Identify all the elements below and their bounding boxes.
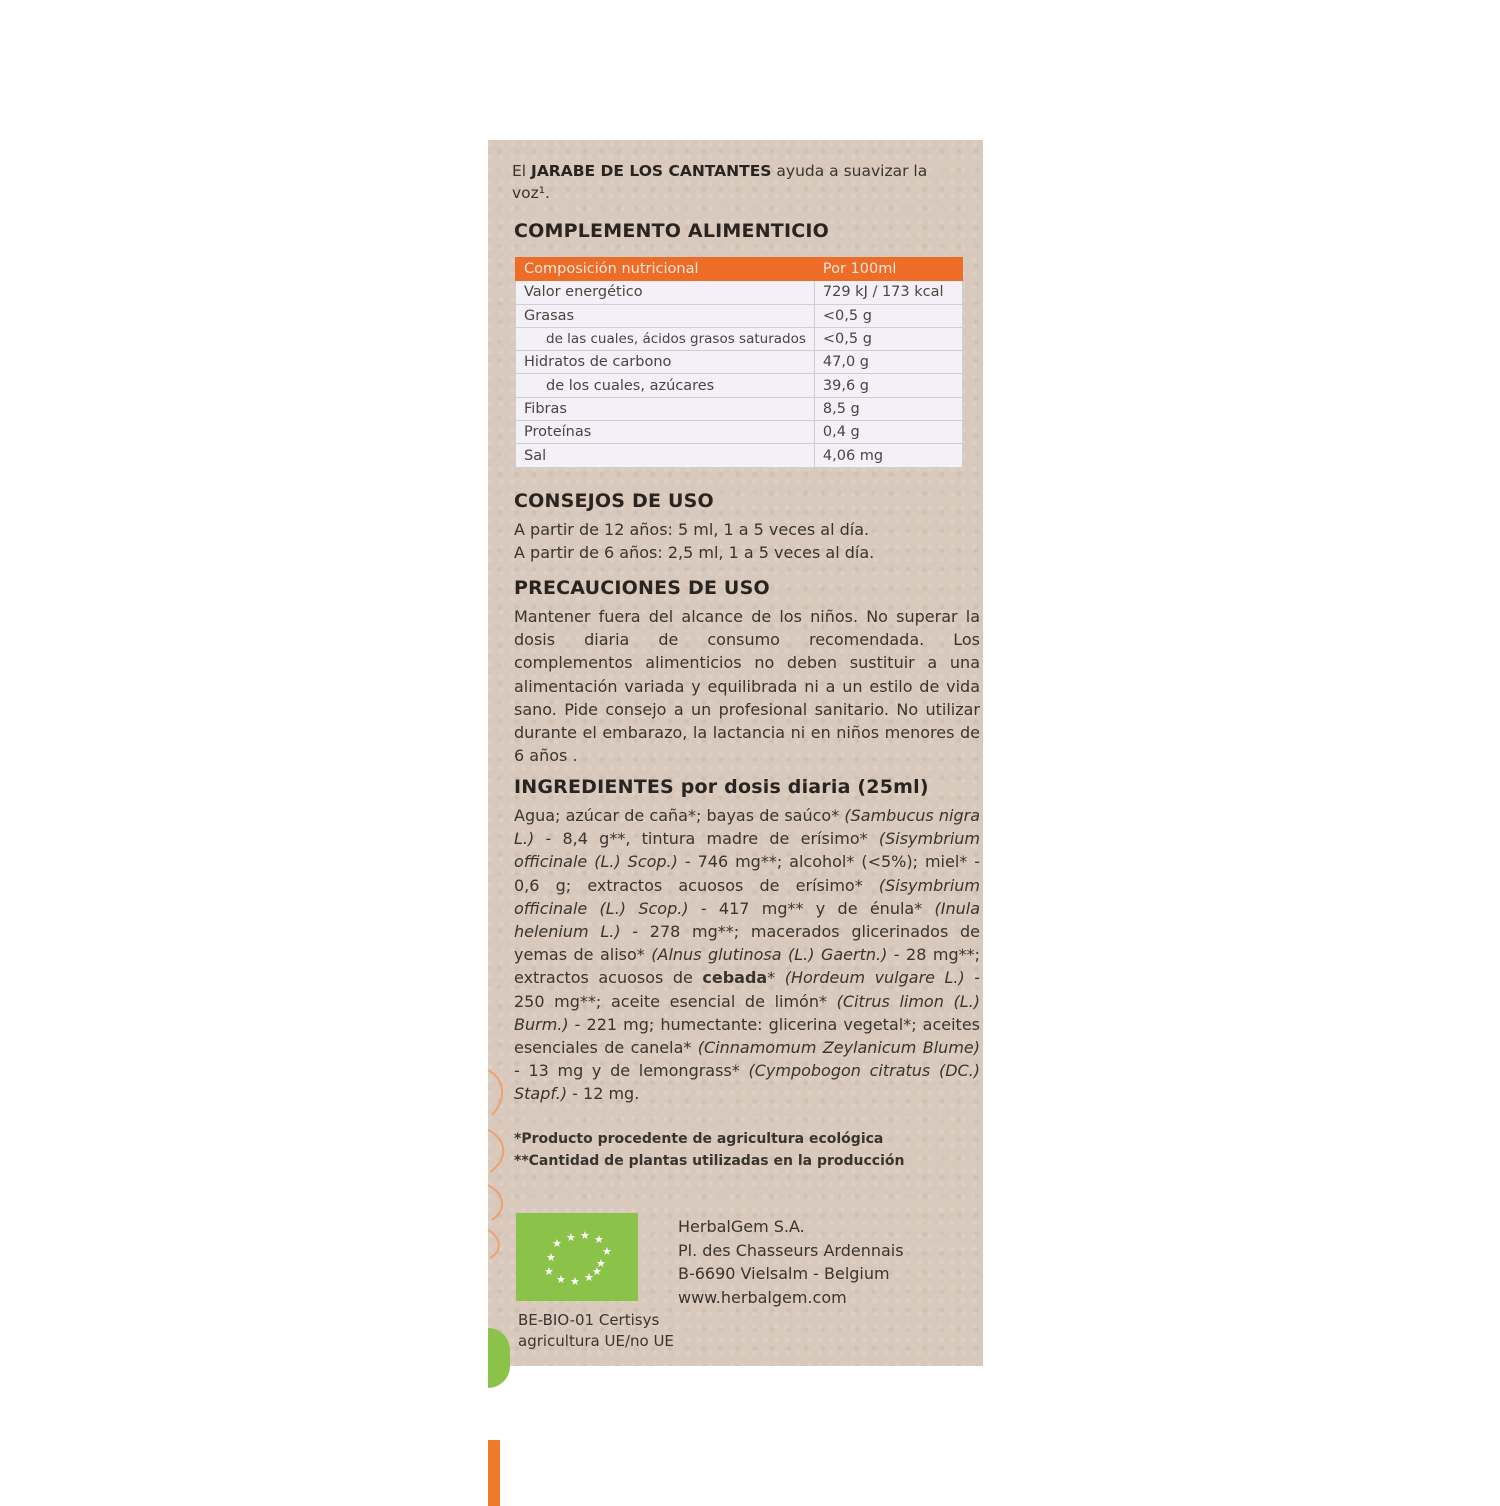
svg-text:★: ★	[592, 1265, 602, 1278]
svg-text:★: ★	[556, 1273, 566, 1286]
company-address-2: B-6690 Vielsalm - Belgium	[678, 1264, 890, 1283]
intro-text: El JARABE DE LOS CANTANTES ayuda a suavizar la voz¹.	[512, 162, 928, 202]
svg-text:★: ★	[594, 1233, 604, 1246]
certification-origin: agricultura UE/no UE	[518, 1332, 674, 1350]
precautions-text: Mantener fuera del alcance de los niños. No superar la dosis diaria de consumo recomendada. Los complementos alimenticios no deben sustituir a una alimentación variada y equilibrada ni a un estilo de vida sano. Pide consejo a un profesional sanitario. No utilizar durante el embarazo, la lactancia ni en niños menores de 6 años .	[514, 607, 980, 766]
nutrition-row: de las cuales, ácidos grasos saturados <0,5 g	[516, 327, 963, 350]
certification-info	[518, 1310, 674, 1352]
footnote-organic: *Producto procedente de agricultura ecológica	[514, 1131, 884, 1147]
decorative-plant-lines	[488, 1060, 514, 1260]
section-title: COMPLEMENTO ALIMENTICIO	[514, 220, 829, 242]
eu-organic-logo-icon	[516, 1213, 638, 1301]
nutrition-header-row	[516, 258, 963, 281]
svg-text:★: ★	[584, 1271, 594, 1284]
decorative-orange-bar	[488, 1440, 500, 1506]
company-website: www.herbalgem.com	[678, 1287, 847, 1307]
decorative-green-arc	[488, 1328, 510, 1388]
company-name: HerbalGem S.A.	[678, 1217, 805, 1236]
nutrition-row: Fibras 8,5 g	[516, 397, 963, 420]
company-info	[678, 1215, 904, 1309]
usage-text: A partir de 12 años: 5 ml, 1 a 5 veces al día. A partir de 6 años: 2,5 ml, 1 a 5 veces al día.	[514, 520, 875, 563]
nutrition-row: Hidratos de carbono 47,0 g	[516, 351, 963, 374]
nutrition-table	[515, 257, 963, 468]
product-label-panel	[488, 140, 983, 1366]
svg-text:★: ★	[544, 1265, 554, 1278]
nutrition-row: de los cuales, azúcares 39,6 g	[516, 374, 963, 397]
nutrition-header-value: Por 100ml	[814, 258, 962, 281]
product-name: JARABE DE LOS CANTANTES	[531, 162, 772, 180]
company-address-1: Pl. des Chasseurs Ardennais	[678, 1240, 904, 1260]
nutrition-row: Grasas <0,5 g	[516, 304, 963, 327]
nutrition-row: Sal 4,06 mg	[516, 444, 963, 467]
svg-text:★: ★	[570, 1275, 580, 1288]
ingredients-title: INGREDIENTES por dosis diaria (25ml)	[514, 776, 929, 798]
svg-text:★: ★	[546, 1251, 556, 1264]
nutrition-row: Valor energético 729 kJ / 173 kcal	[516, 281, 963, 304]
svg-text:★: ★	[580, 1229, 590, 1242]
svg-text:★: ★	[602, 1245, 612, 1258]
footnotes	[514, 1128, 974, 1172]
svg-text:★: ★	[596, 1257, 606, 1270]
footnote-plants: **Cantidad de plantas utilizadas en la producción	[514, 1153, 905, 1169]
svg-text:★: ★	[566, 1231, 576, 1244]
nutrition-header-name: Composición nutricional	[516, 258, 815, 281]
ingredients-text: Agua; azúcar de caña*; bayas de saúco* (Sambucus nigra L.) - 8,4 g**, tintura madre de erísimo* (Sisymbrium officinale (L.) Scop.) - 746 mg**; alcohol* (<5%); miel* - 0,6 g; extractos acuosos de erísimo* (Sisymbrium officinale (L.) Scop.) - 417 mg** y de énula* (Inula helenium L.) - 278 mg**; macerados glicerinados de yemas de aliso* (Alnus glutinosa (L.) Gaertn.) - 28 mg**; extractos acuosos de cebada* (Hordeum vulgare L.) - 250 mg**; aceite esencial de limón* (Citrus limon (L.) Burm.) - 221 mg; humectante: glicerina vegetal*; aceites esenciales de canela* (Cinnamomum Zeylanicum Blume) - 13 mg y de lemongrass* (Cympobogon citratus (DC.) Stapf.) - 12 mg.	[514, 806, 981, 1104]
precautions-title: PRECAUCIONES DE USO	[514, 577, 770, 599]
svg-text:★: ★	[552, 1237, 562, 1250]
certification-code: BE-BIO-01 Certisys	[518, 1311, 660, 1329]
nutrition-row: Proteínas 0,4 g	[516, 421, 963, 444]
usage-title: CONSEJOS DE USO	[514, 490, 714, 512]
